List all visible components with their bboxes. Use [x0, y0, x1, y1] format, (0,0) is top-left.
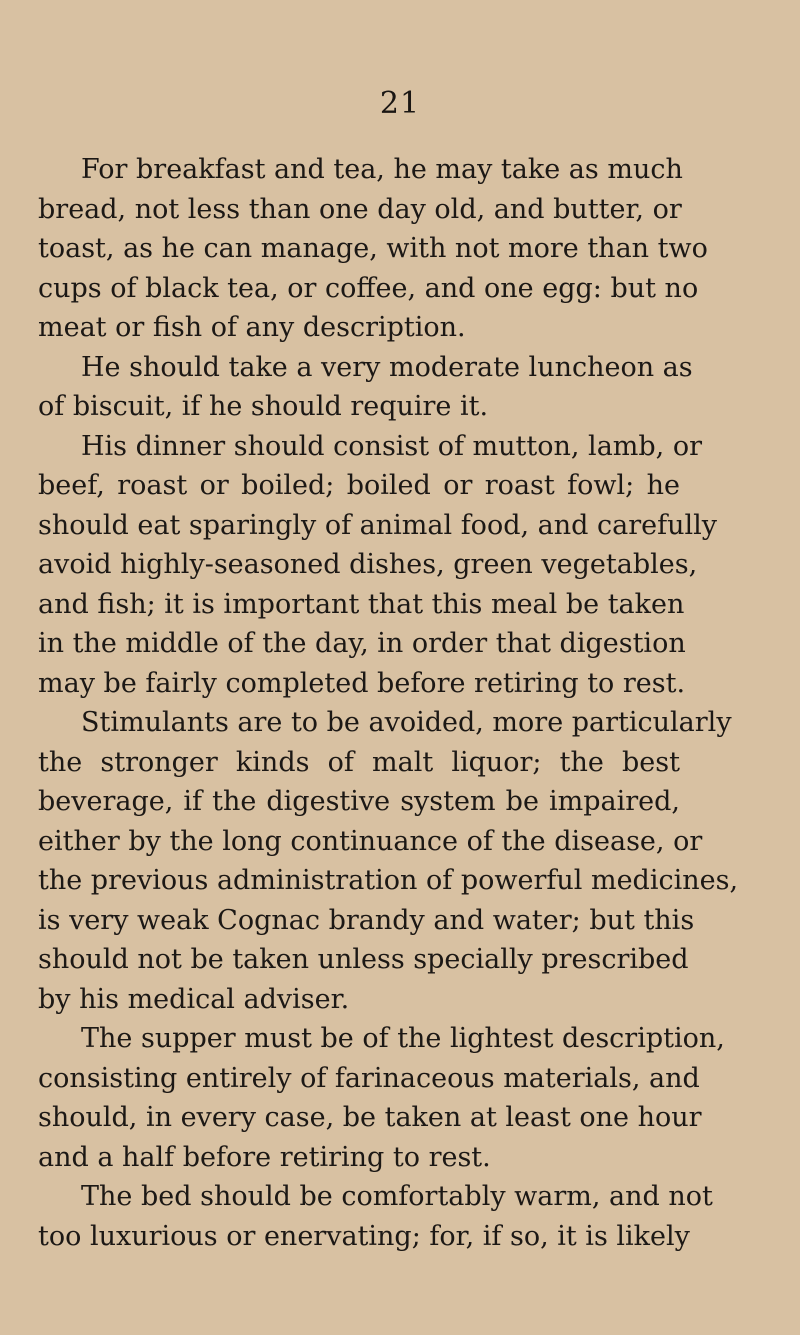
text-line: the previous administration of powerful medicines, — [38, 865, 739, 896]
text-line: in the middle of the day, in order that digestion — [38, 628, 686, 659]
paragraph-bed — [38, 1177, 713, 1256]
paragraph-luncheon — [38, 348, 693, 427]
paragraph-supper — [38, 1019, 725, 1177]
text-line: meat or fish of any description. — [38, 312, 466, 343]
text-line: and fish; it is important that this meal be taken — [38, 588, 685, 620]
text-line: too luxurious or enervating; for, if so, it is likely — [38, 1220, 690, 1252]
page-number: 21 — [379, 86, 421, 121]
text-line: is very weak Cognac brandy and water; but this — [38, 904, 695, 936]
text-line: For breakfast and tea, he may take as much — [81, 154, 683, 185]
text-line: toast, as he can manage, with not more than two — [38, 233, 708, 264]
text-line: beverage, if the digestive system be impaired, — [38, 786, 680, 817]
text-line: should eat sparingly of animal food, and carefully — [38, 509, 718, 541]
text-line: His dinner should consist of mutton, lamb, or — [81, 430, 702, 462]
text-line: beef, roast or boiled; boiled or roast fowl; he — [38, 470, 680, 501]
text-line: He should take a very moderate luncheon as — [81, 351, 693, 383]
text-line: consisting entirely of farinaceous materials, and — [38, 1062, 700, 1094]
text-line: the stronger kinds of malt liquor; the best — [38, 746, 680, 778]
text-line: bread, not less than one day old, and butter, or — [38, 193, 682, 225]
text-line: Stimulants are to be avoided, more particularly — [81, 707, 732, 738]
text-line: either by the long continuance of the disease, or — [38, 825, 703, 857]
text-line: The supper must be of the lightest description, — [81, 1023, 725, 1054]
text-line: should not be taken unless specially prescribed — [38, 944, 689, 975]
paragraph-dinner — [38, 427, 718, 704]
text-line: by his medical adviser. — [38, 983, 350, 1015]
paragraph-stimulants — [38, 703, 739, 1019]
text-line: should, in every case, be taken at least one hour — [38, 1102, 702, 1133]
paragraph-breakfast — [38, 150, 708, 348]
text-line: of biscuit, if he should require it. — [38, 391, 489, 422]
text-line: avoid highly-seasoned dishes, green vegetables, — [38, 549, 698, 580]
body-text — [38, 150, 739, 1256]
text-line: may be fairly completed before retiring to rest. — [38, 667, 686, 699]
text-line: The bed should be comfortably warm, and not — [81, 1181, 713, 1212]
text-line: cups of black tea, or coffee, and one egg: but no — [38, 272, 699, 304]
text-line: and a half before retiring to rest. — [38, 1141, 491, 1173]
